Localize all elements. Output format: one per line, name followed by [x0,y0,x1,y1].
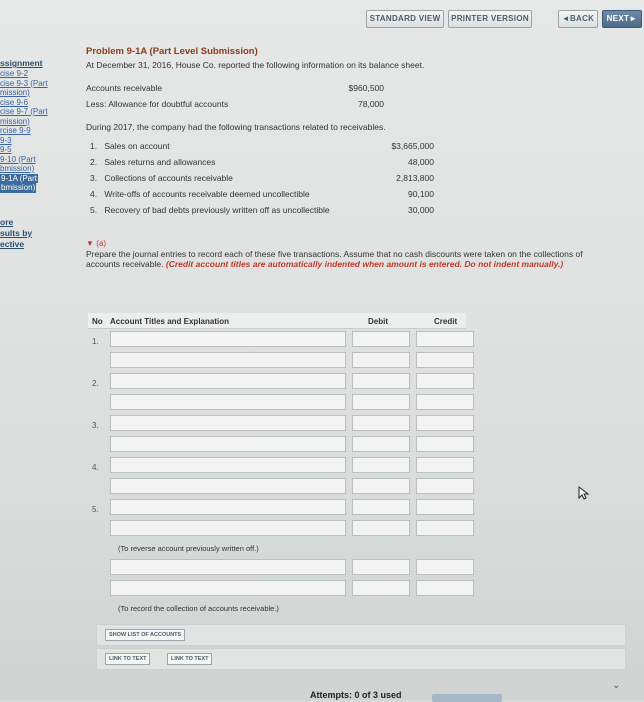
collapse-triangle-icon[interactable]: ▼ [86,239,94,248]
attempts-counter: Attempts: 0 of 3 used [310,690,402,700]
account-title-input[interactable] [110,436,346,452]
sidebar-item[interactable]: mission) [0,88,30,97]
account-title-input[interactable] [110,478,346,494]
sidebar-item[interactable]: cise 9-3 (Part [0,78,48,88]
balance-amount: $960,500 [348,83,384,93]
submit-answer-button[interactable] [432,694,502,702]
transaction-amount: 48,000 [408,157,434,167]
transaction-num: 4. [90,189,98,199]
part-a-instructions [86,249,616,269]
debit-input[interactable] [352,580,410,596]
part-a-section [86,238,616,269]
account-title-input[interactable] [110,580,346,596]
transactions-table [86,138,436,218]
transaction-row [90,170,436,186]
debit-input[interactable] [352,352,410,368]
show-list-of-accounts-button[interactable]: SHOW LIST OF ACCOUNTS [105,629,185,641]
transaction-label: Sales on account [104,141,170,151]
sidebar-title[interactable]: ssignment [0,58,43,68]
transaction-label: Sales returns and allowances [104,157,216,167]
debit-input[interactable] [352,415,410,431]
account-title-input[interactable] [110,352,346,368]
account-title-input[interactable] [110,331,346,347]
transaction-row [90,202,436,218]
note-collection: (To record the collection of accounts receivable.) [118,604,279,613]
debit-input[interactable] [352,436,410,452]
debit-input[interactable] [352,373,410,389]
problem-content [86,46,616,269]
journal-row [88,559,466,580]
entry-number: 2. [92,379,99,388]
entry-number: 3. [92,421,99,430]
journal-row [88,580,466,601]
transaction-row [90,154,436,170]
assignment-sidebar [0,58,68,250]
credit-input[interactable] [416,373,474,389]
credit-input[interactable] [416,415,474,431]
col-no-header: No [92,317,103,326]
journal-row [88,352,466,373]
credit-input[interactable] [416,394,474,410]
transaction-num: 2. [90,157,98,167]
account-title-input[interactable] [110,520,346,536]
balance-row [86,96,386,112]
col-credit-header: Credit [434,317,458,326]
sidebar-item[interactable]: cise 9-7 (Part [0,107,48,116]
entry-number: 1. [92,337,99,346]
journal-row [88,331,466,352]
entry-number: 5. [92,505,99,514]
account-title-input[interactable] [110,499,346,515]
credit-input[interactable] [416,520,474,536]
sidebar-item[interactable]: bmission) [0,164,35,173]
during-text: During 2017, the company had the following transactions related to receivables. [86,122,386,132]
credit-input[interactable] [416,457,474,473]
credit-input[interactable] [416,499,474,515]
col-debit-header: Debit [368,317,388,326]
sidebar-item[interactable]: 9-3 [0,135,12,145]
transaction-row [90,138,436,154]
credit-input[interactable] [416,580,474,596]
journal-header [88,313,466,329]
transaction-num: 5. [90,205,98,215]
back-button[interactable]: ◄BACK [558,10,598,28]
sidebar-item[interactable]: mission) [0,116,30,126]
sidebar-item[interactable]: 9-5 [0,145,12,154]
sidebar-item[interactable]: cise 9-6 [0,97,29,107]
journal-row [88,415,466,436]
mouse-cursor-icon [578,486,590,500]
journal-row [88,457,466,478]
accounts-button-row [96,624,626,646]
journal-row [88,373,466,394]
account-title-input[interactable] [110,373,346,389]
transaction-amount: $3,665,000 [391,141,434,151]
part-a-label: (a) [96,239,107,248]
transaction-amount: 30,000 [408,205,434,215]
debit-input[interactable] [352,457,410,473]
balance-label: Accounts receivable [86,83,163,93]
sidebar-active-line: 9-1A (Part [1,173,38,183]
transaction-label: Recovery of bad debts previously written off as uncollectible [104,205,330,215]
balance-label: Less: Allowance for doubtful accounts [86,99,229,109]
transaction-num: 3. [90,173,98,183]
part-a-instruction-note: (Credit account titles are automatically indented when amount is entered. Do not indent manually.) [165,259,564,269]
sidebar-item[interactable]: cise 9-2 [0,69,29,78]
credit-input[interactable] [416,436,474,452]
entry-number: 4. [92,463,99,472]
transaction-amount: 2,813,800 [396,173,434,183]
part-a-toggle[interactable] [86,238,616,248]
debit-input[interactable] [352,331,410,347]
debit-input[interactable] [352,394,410,410]
credit-input[interactable] [416,352,474,368]
link-to-text-button[interactable]: LINK TO TEXT [167,653,212,665]
balance-amount: 78,000 [358,99,384,109]
sidebar-section-score [0,217,68,249]
journal-row [88,436,466,457]
journal-note-row [88,541,466,559]
chevron-down-icon[interactable]: ⌄ [612,680,621,691]
next-button[interactable]: NEXT► [602,10,642,28]
problem-intro: At December 31, 2016, House Co. reported the following information on its balance sheet. [86,60,425,70]
results-link[interactable]: sults by [0,227,33,238]
credit-input[interactable] [416,478,474,494]
standard-view-button[interactable]: STANDARD VIEW [366,10,444,28]
sidebar-item[interactable]: 9-10 (Part [0,154,36,164]
journal-note-row [88,601,466,619]
top-toolbar [60,10,644,32]
debit-input[interactable] [352,499,410,515]
note-reverse: (To reverse account previously written off.) [118,544,259,553]
transaction-row [90,186,436,202]
link-button-row [96,648,626,670]
journal-row [88,478,466,499]
debit-input[interactable] [352,559,410,575]
debit-input[interactable] [352,520,410,536]
credit-input[interactable] [416,559,474,575]
journal-row [88,520,466,541]
results-link[interactable]: ective [0,238,25,249]
balance-sheet-table [86,80,386,112]
journal-entry-table [88,313,466,619]
credit-input[interactable] [416,331,474,347]
transaction-num: 1. [90,141,98,151]
journal-row [88,499,466,520]
sidebar-active-line: bmission) [1,183,36,192]
debit-input[interactable] [352,478,410,494]
balance-row [86,80,386,96]
sidebar-item[interactable]: rcise 9-9 [0,126,31,135]
journal-row [88,394,466,415]
transaction-label: Collections of accounts receivable [104,173,233,183]
transaction-amount: 90,100 [408,189,434,199]
account-title-input[interactable] [110,559,346,575]
sidebar-item-active[interactable] [0,174,68,193]
account-title-input[interactable] [110,394,346,410]
transaction-label: Write-offs of accounts receivable deemed uncollectible [104,189,310,199]
part-a-instruction-text: Prepare the journal entries to record each of these five transactions. Assume that no cash discounts were taken on the collections of accounts receivable. [86,249,583,269]
link-to-text-button[interactable]: LINK TO TEXT [105,653,150,665]
sidebar-section-title: ore [0,216,14,227]
account-title-input[interactable] [110,415,346,431]
printer-version-button[interactable]: PRINTER VERSION [448,10,532,28]
col-account-header: Account Titles and Explanation [110,317,229,326]
account-title-input[interactable] [110,457,346,473]
problem-title: Problem 9-1A (Part Level Submission) [86,46,258,57]
